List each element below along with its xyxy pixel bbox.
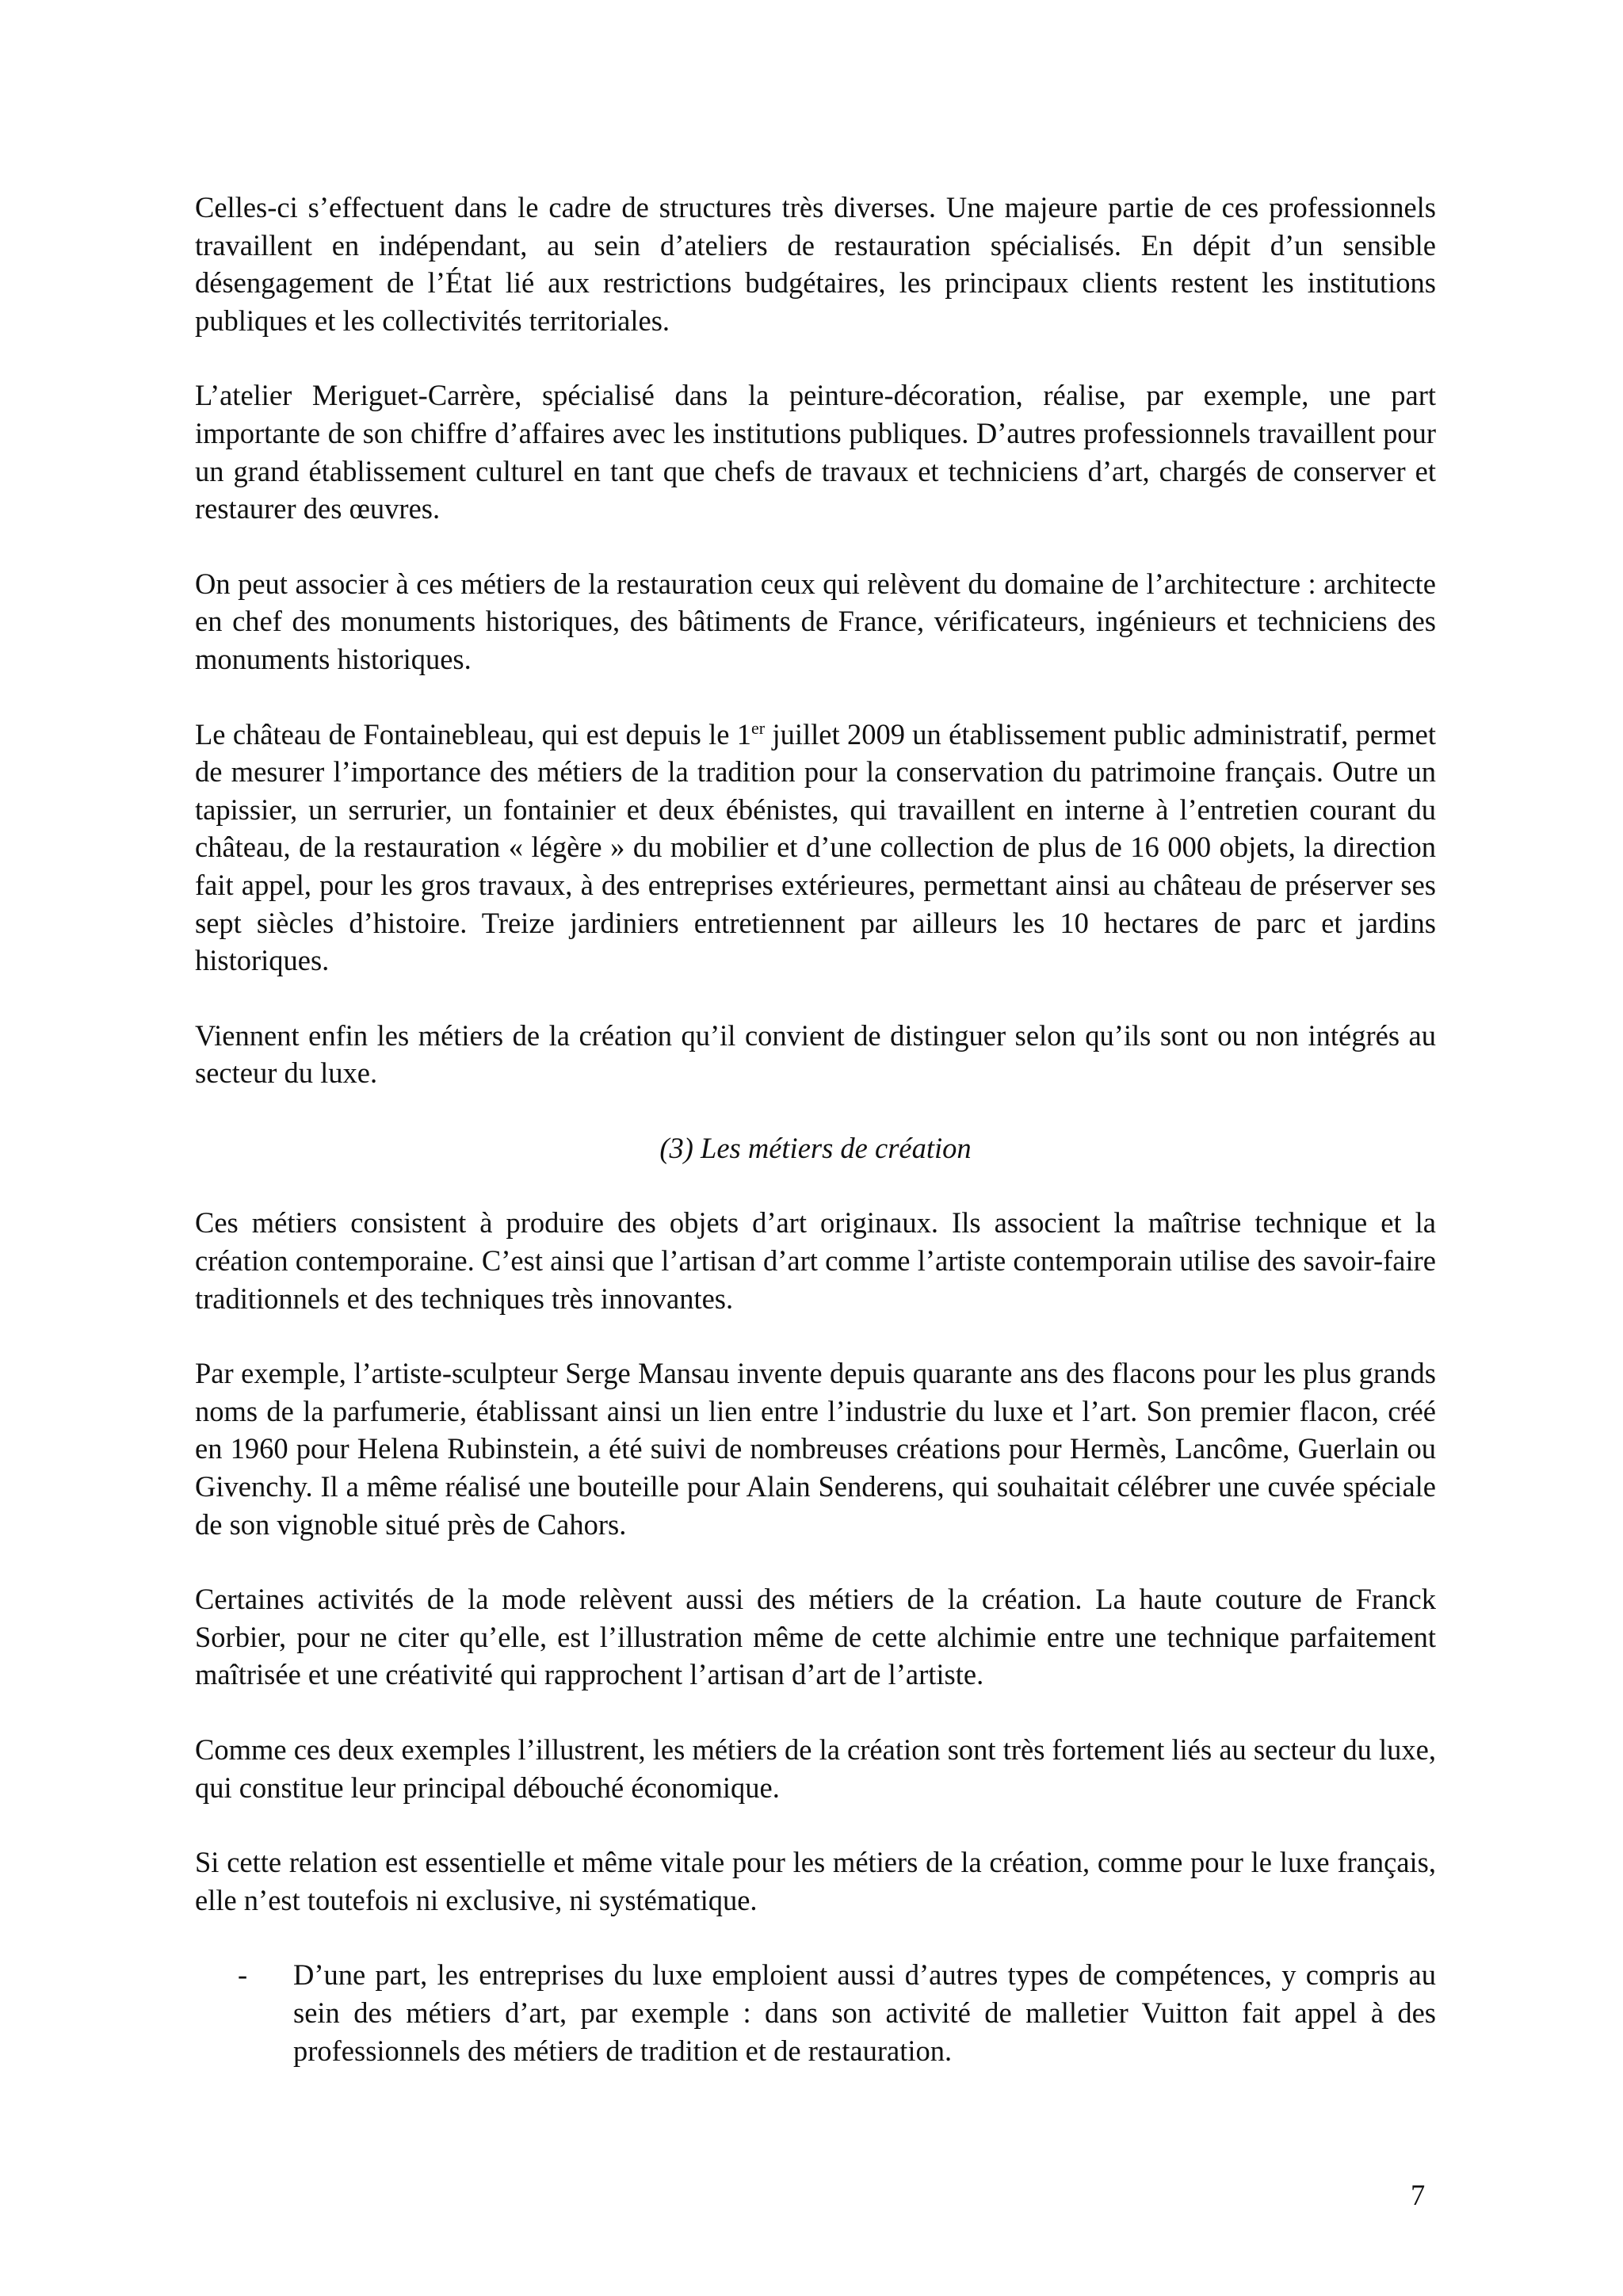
paragraph-intro-creation: Viennent enfin les métiers de la création qu’il convient de distinguer selon qu’ils sont ou non intégrés au secteur du luxe. bbox=[195, 1018, 1436, 1090]
paragraph-secteur-luxe: Comme ces deux exemples l’illustrent, les métiers de la création sont très fortement liés au secteur du luxe, qui constitue leur principal débouché économique. bbox=[195, 1733, 1436, 1804]
paragraph-objets-art: Ces métiers consistent à produire des objets d’art originaux. Ils associent la maîtrise technique et la création contemporaine. C’est ainsi que l’artisan d’art comme l’artiste contemporain utilise des savoir-faire traditionnels et des techniques très innovantes. bbox=[195, 1206, 1436, 1315]
document-page bbox=[195, 189, 1436, 2069]
ordinal-superscript: er bbox=[751, 717, 766, 738]
paragraph-meriguet-carrere: L’atelier Meriguet-Carrère, spécialisé dans la peinture-décoration, réalise, par exemple, une part importante de son chiffre d’affaires avec les institutions publiques. D’autres professionnels travaillent pour un grand établissement culturel en tant que chefs de travaux et techniciens d’art, chargés de conserver et restaurer des œuvres. bbox=[195, 379, 1436, 525]
bullet-list bbox=[195, 1956, 1436, 2069]
paragraph-fontainebleau bbox=[195, 716, 1436, 980]
paragraph-structures: Celles-ci s’effectuent dans le cadre de structures très diverses. Une majeure partie de ces professionnels travaillent en indépendant, au sein d’ateliers de restauration spécialisés. En dépit d’un sensible désengagement de l’État lié aux restrictions budgétaires, les principaux clients restent les institutions publiques et les collectivités territoriales. bbox=[195, 191, 1436, 337]
paragraph-relation: Si cette relation est essentielle et même vitale pour les métiers de la création, comme pour le luxe français, elle n’est toutefois ni exclusive, ni systématique. bbox=[195, 1846, 1436, 1916]
paragraph-serge-mansau: Par exemple, l’artiste-sculpteur Serge Mansau invente depuis quarante ans des flacons pour les plus grands noms de la parfumerie, établissant ainsi un lien entre l’industrie du luxe et l’art. Son premier flacon, créé en 1960 pour Helena Rubinstein, a été suivi de nombreuses créations pour Hermès, Lancôme, Guerlain ou Givenchy. Il a même réalisé une bouteille pour Alain Senderens, qui souhaitait célébrer une cuvée spéciale de son vignoble situé près de Cahors. bbox=[195, 1357, 1436, 1541]
bullet-text: D’une part, les entreprises du luxe emploient aussi d’autres types de compétences, y compris au sein des métiers d’art, par exemple : dans son activité de malletier Vuitton fait appel à des professionnels des métiers de tradition et de restauration. bbox=[293, 1958, 1436, 2067]
page-number: 7 bbox=[1411, 2179, 1426, 2211]
fontainebleau-text-start: Le château de Fontainebleau, qui est depuis le 1 bbox=[195, 717, 752, 751]
paragraph-architecture: On peut associer à ces métiers de la restauration ceux qui relèvent du domaine de l’architecture : architecte en chef des monuments historiques, des bâtiments de France, vérificateurs, ingénieurs et techniciens des monuments historiques. bbox=[195, 567, 1436, 675]
bullet-dash: - bbox=[238, 1958, 248, 1992]
fontainebleau-text-end: juillet 2009 un établissement public administratif, permet de mesurer l’importance des métiers de la tradition pour la conservation du patrimoine français. Outre un tapissier, un serrurier, un fontainier et deux ébénistes, qui travaillent en interne à l’entretien courant du château, de la restauration « légère » du mobilier et d’une collection de plus de 16 000 objets, la direction fait appel, pour les gros travaux, à des entreprises extérieures, permettant ainsi au château de préserver ses sept siècles d’histoire. Treize jardiniers entretiennent par ailleurs les 10 hectares de parc et jardins historiques. bbox=[195, 717, 1436, 977]
paragraph-mode: Certaines activités de la mode relèvent aussi des métiers de la création. La haute couture de Franck Sorbier, pour ne citer qu’elle, est l’illustration même de cette alchimie entre une technique parfaitement maîtrisée et une créativité qui rapprochent l’artisan d’art de l’artiste. bbox=[195, 1583, 1436, 1691]
section-heading: (3) Les métiers de création bbox=[659, 1131, 972, 1164]
list-item bbox=[195, 1956, 1436, 2069]
